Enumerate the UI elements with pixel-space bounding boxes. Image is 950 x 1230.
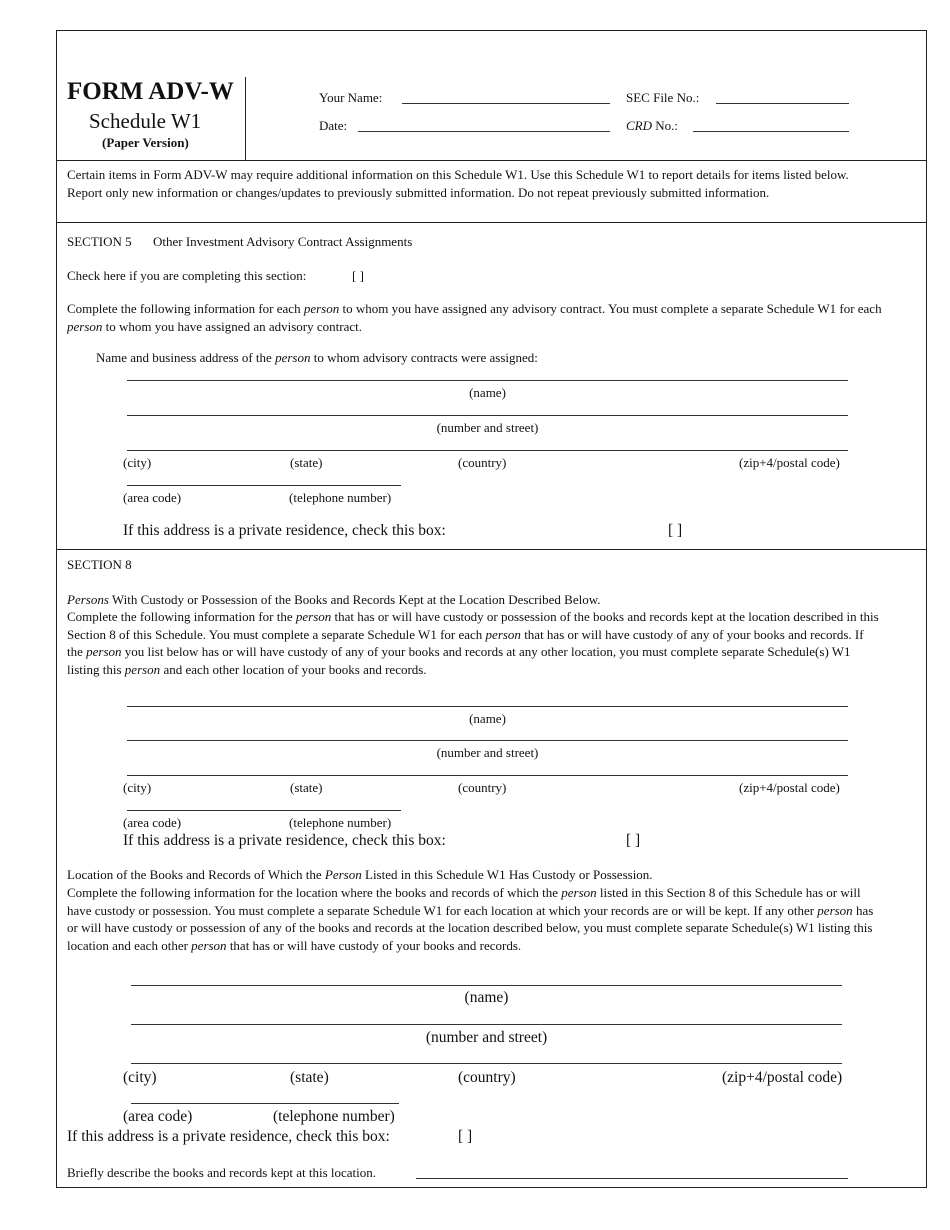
s5-city-line-field[interactable]: [127, 450, 848, 451]
sec-file-label: SEC File No.:: [626, 90, 700, 105]
s8b-country-caption: (country): [458, 1069, 516, 1086]
s8a-name-caption: (name): [469, 711, 506, 726]
s5-name-label-2: to whom advisory contracts were assigned:: [310, 350, 538, 365]
s8b-city-line-field[interactable]: [131, 1063, 842, 1064]
s8b-area-code-caption: (area code): [123, 1108, 193, 1125]
s8-p1-a: Complete the following information for the: [67, 609, 296, 624]
s8-p2-d: that has or will have custody of your books and records.: [226, 937, 522, 953]
s8a-zip-caption: (zip+4/postal code): [739, 780, 840, 795]
crd-label-italic: CRD: [626, 118, 652, 133]
s8-p2-b: listed in this Section 8 of this Schedule has or will have custody or possession. You must complete a separate Schedule W1 for each location at which your records are or will be kept. If any other: [67, 885, 861, 918]
paper-version-label: (Paper Version): [102, 135, 189, 150]
s8a-state-caption: (state): [290, 780, 323, 795]
s5-phone-field[interactable]: [127, 485, 401, 486]
section5-paragraph: [67, 300, 882, 335]
s5-zip-caption: (zip+4/postal code): [739, 455, 840, 470]
s5-private-residence-checkbox[interactable]: [ ]: [668, 522, 683, 539]
your-name-label: Your Name:: [319, 90, 383, 105]
section5-name-label: [96, 350, 538, 366]
s8-p2-c: has or will have custody or possession of any of the books and records at the location described below, you must complete separate Schedule(s) W1 listing this location and each other: [67, 902, 874, 953]
intro-rule: [56, 222, 927, 223]
s5-country-caption: (country): [458, 455, 507, 470]
s8a-city-line-field[interactable]: [127, 775, 848, 776]
date-field[interactable]: [358, 131, 610, 132]
header-rule: [56, 160, 927, 161]
s8-p2-person-2: person: [817, 902, 853, 918]
s5-state-caption: (state): [290, 455, 323, 470]
s8a-country-caption: (country): [458, 780, 507, 795]
s8-p2-a: Complete the following information for the location where the books and records of which the: [67, 885, 562, 900]
s8b-name-caption: (name): [464, 989, 509, 1006]
s8-p2-person-1: person: [561, 885, 597, 900]
date-label: Date:: [319, 118, 348, 133]
s8-p1-b: that has or will have custody or possession of the books and records kept at the location described in this Section 8 of this Schedule. You must complete a separate Schedule W1 for each: [67, 609, 879, 642]
s8a-private-residence-checkbox[interactable]: [ ]: [626, 832, 641, 849]
crd-label: [626, 118, 678, 134]
s8-p1-person-1: person: [295, 609, 332, 624]
crd-label-rest: No.:: [652, 118, 678, 133]
s8b-telephone-caption: (telephone number): [273, 1108, 395, 1125]
s5-para-person-1: person: [303, 301, 340, 316]
s8b-phone-field[interactable]: [131, 1103, 399, 1104]
s5-para-person-2: person: [67, 318, 103, 334]
schedule-title: Schedule W1: [89, 109, 202, 133]
s8-p1-c: that has or will have custody of any of your books and records. If the: [67, 626, 864, 659]
s8b-state-caption: (state): [290, 1069, 329, 1086]
section8-subheading-1: [67, 591, 882, 609]
s8a-private-residence-label: If this address is a private residence, check this box:: [123, 832, 446, 849]
s8a-street-field[interactable]: [127, 740, 848, 741]
crd-field[interactable]: [693, 131, 849, 132]
s5-city-caption: (city): [123, 455, 152, 470]
intro-text: Certain items in Form ADV-W may require additional information on this Schedule W1. Use this Schedule W1 to report details for items listed below. Report only new information or changes/updates to previously submitted information. Do not repeat previously submitted information.: [67, 167, 849, 200]
s5-name-label-1: Name and business address of the: [96, 350, 276, 365]
s5-para-1: Complete the following information for each: [67, 301, 304, 316]
form-title: FORM ADV-W: [67, 78, 234, 105]
section8-subheading-2: [67, 866, 882, 884]
s8-sub1-person: Persons: [67, 592, 109, 607]
s5-name-caption: (name): [469, 385, 506, 400]
s5-para-3: to whom you have assigned an advisory contract.: [102, 318, 362, 334]
s8a-name-field[interactable]: [127, 706, 848, 707]
section5-check-label: Check here if you are completing this section:: [67, 268, 307, 283]
s5-street-field[interactable]: [127, 415, 848, 416]
section5-rule: [56, 549, 927, 550]
s8b-private-residence-label: If this address is a private residence, check this box:: [67, 1128, 390, 1145]
s8-p1-person-3: person: [86, 644, 122, 659]
s8a-phone-field[interactable]: [127, 810, 401, 811]
s5-name-label-person: person: [275, 350, 311, 365]
s8-p2-person-3: person: [191, 937, 227, 953]
describe-books-label: Briefly describe the books and records kept at this location.: [67, 1165, 377, 1180]
s8b-private-residence-checkbox[interactable]: [ ]: [458, 1128, 473, 1145]
s8b-city-caption: (city): [123, 1069, 157, 1086]
s5-street-caption: (number and street): [436, 420, 539, 435]
s5-area-code-caption: (area code): [123, 490, 182, 505]
section5-title: Other Investment Advisory Contract Assignments: [153, 234, 413, 249]
s8-p1-e: and each other location of your books and records.: [160, 661, 427, 677]
s5-private-residence-label: If this address is a private residence, check this box:: [123, 522, 446, 539]
s8a-city-caption: (city): [123, 780, 152, 795]
sec-file-field[interactable]: [716, 103, 849, 104]
s8a-area-code-caption: (area code): [123, 815, 182, 830]
s8-sub2-b: Listed in this Schedule W1 Has Custody or Possession.: [361, 867, 653, 882]
your-name-field[interactable]: [402, 103, 610, 104]
s8-sub1-rest: With Custody or Possession of the Books and Records Kept at the Location Described Below.: [108, 592, 601, 607]
s8-p1-person-4: person: [124, 661, 161, 677]
section5-heading: SECTION 5: [67, 234, 132, 249]
s8a-street-caption: (number and street): [436, 745, 539, 760]
s8a-telephone-caption: (telephone number): [289, 815, 392, 830]
s5-para-2: to whom you have assigned any advisory contract. You must complete a separate Schedule W1 for each: [339, 301, 882, 316]
header-divider: [245, 77, 246, 160]
s8-sub2-a: Location of the Books and Records of Which the: [67, 867, 325, 882]
s8-p1-d: you list below has or will have custody of any of your books and records at any other location, you must complete separate Schedule(s) W1 listing this: [67, 644, 851, 677]
s8b-street-caption: (number and street): [425, 1029, 548, 1046]
s5-name-field[interactable]: [127, 380, 848, 381]
section8-paragraph-2: [67, 884, 882, 954]
s8b-street-field[interactable]: [131, 1024, 842, 1025]
section5-checkbox[interactable]: [ ]: [352, 268, 364, 283]
s8b-zip-caption: (zip+4/postal code): [722, 1069, 843, 1086]
describe-books-field[interactable]: [416, 1178, 848, 1179]
section8-heading: SECTION 8: [67, 557, 132, 572]
section8-paragraph-1: [67, 608, 882, 678]
s8-sub2-person: Person: [324, 867, 362, 882]
s8b-name-field[interactable]: [131, 985, 842, 986]
s8-p1-person-2: person: [485, 626, 521, 642]
s5-telephone-caption: (telephone number): [289, 490, 392, 505]
